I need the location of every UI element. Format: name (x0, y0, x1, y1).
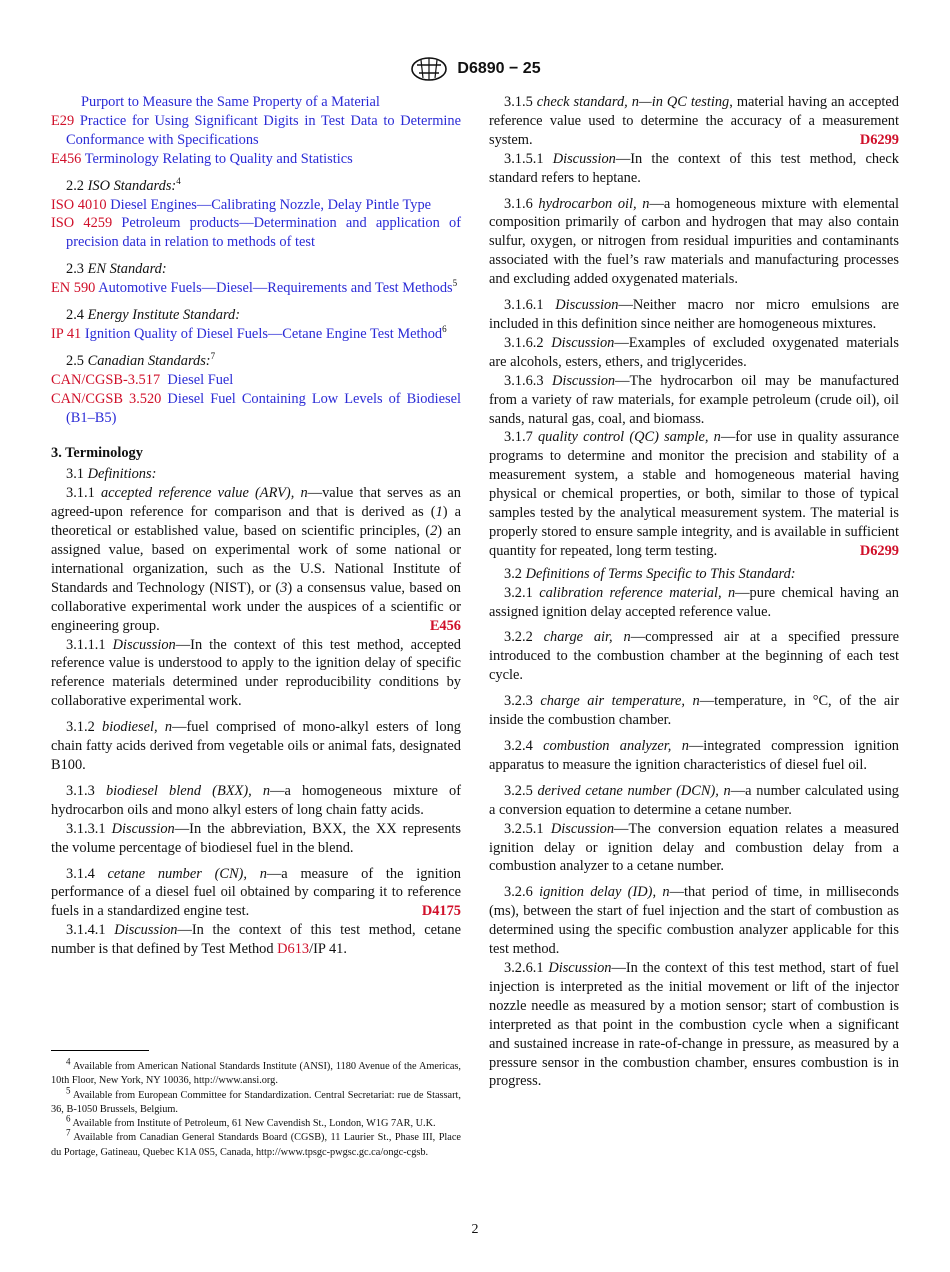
link-d613[interactable]: D613 (277, 941, 310, 958)
discussion-3-1-6-2: 3.1.6.2 Discussion—Examples of excluded oxygenated materials are alcohols, esters, ethers, and triglycerides. (489, 334, 899, 370)
definition-3-2-6: 3.2.6 ignition delay (ID), n—that period of time, in milliseconds (ms), between the start of fuel injection and the start of combustion as determined using the specific combustion analyzer applicable for this test method. (489, 884, 900, 958)
discussion-3-2-5-1: 3.2.5.1 Discussion—The conversion equation relates a measured ignition delay or ignition delay and combustion delay from a combustion analyzer to a cetane number. (489, 820, 899, 875)
right-column (489, 93, 899, 1091)
discussion-3-1-1-1: 3.1.1.1 Discussion—In the context of this test method, accepted reference value is understood to apply to the ignition delay of specific reference materials determined under reproducibility conditions by collaborative experimental work. (51, 636, 461, 710)
definition-3-2-2: 3.2.2 charge air, n—compressed air at a specified pressure introduced to the combustion chamber at the beginning of each test cycle. (489, 629, 899, 684)
footnotes (51, 1056, 461, 1160)
definition-3-2-4: 3.2.4 combustion analyzer, n—integrated compression ignition apparatus to measure the ignition characteristics of diesel fuel oil. (489, 738, 900, 773)
definition-3-1-2: 3.1.2 biodiesel, n—fuel comprised of mono-alkyl esters of long chain fatty acids derived from vegetable oils or animal fats, designated B100. (51, 719, 461, 773)
definition-3-1-4: 3.1.4 cetane number (CN), n—a measure of the ignition performance of a diesel fuel oil obtained by comparing it to reference fuels in a standardized engine test. D4175 (51, 865, 461, 920)
reference-link-d4175[interactable]: D4175 (421, 903, 461, 920)
reference-e456[interactable]: E456 Terminology Relating to Quality and Statistics (51, 150, 353, 167)
reference-link-e456[interactable]: E456 (429, 617, 461, 634)
iso-standards-heading: 2.2 ISO Standards:$^4$ (66, 175, 181, 194)
footnote-6: $^6$ Available from Institute of Petroleum, 61 New Cavendish St., London, W1G 7AR, U.K. (66, 1113, 436, 1130)
reference-cgsb-3-520[interactable]: CAN/CGSB 3.520 Diesel Fuel Containing Low Levels of Biodiesel (B1–B5) (51, 390, 461, 426)
discussion-3-1-5-1: 3.1.5.1 Discussion—In the context of this test method, check standard refers to heptane. (489, 150, 899, 186)
definition-3-2-5: 3.2.5 derived cetane number (DCN), n—a number calculated using a conversion equation to determine a cetane number. (489, 782, 899, 818)
definition-3-2-1: 3.2.1 calibration reference material, n—pure chemical having an assigned ignition delay accepted reference value. (489, 584, 899, 620)
definitions-heading: 3.1 Definitions: (66, 466, 157, 483)
footnote-5: $^5$ Available from European Committee for Standardization. Central Secretariat: rue de Stassart, 36, B-1050 Brussels, Belgium. (51, 1085, 461, 1115)
definition-3-1-3: 3.1.3 biodiesel blend (BXX), n—a homogeneous mixture of hydrocarbon oils and mono alkyl esters of long chain fatty acids. (51, 782, 461, 818)
reference-iso-4010[interactable]: ISO 4010 Diesel Engines—Calibrating Nozzle, Delay Pintle Type (51, 196, 432, 213)
discussion-3-1-3-1: 3.1.3.1 Discussion—In the abbreviation, BXX, the XX represents the volume percentage of biodiesel fuel in the blend. (51, 820, 461, 856)
footnote-4: $^4$ Available from American National Standards Institute (ANSI), 1180 Avenue of the Americas, 10th Floor, New York, NY 10036, http://www.ansi.org. (51, 1056, 461, 1087)
discussion-3-2-6-1: 3.2.6.1 Discussion—In the context of this test method, start of fuel injection is interpreted as the initial movement or lift of the injector nozzle needle as measured by a motion sensor; start of combustion is interpreted as that point in the combustion cycle when a significant and sustained increase in rate-of-change in pressure, as measured by a pressure sensor in the combustion chamber, ensures combustion is in progress. (489, 959, 899, 1090)
reference-continuation: Purport to Measure the Same Property of a Material (81, 94, 380, 110)
definition-3-1-7: 3.1.7 quality control (QC) sample, n—for use in quality assurance programs to determine and monitor the precision and stability of a measurement system, a stable and homogeneous material having physical or chemical properties, or both, similar to those of typical samples tested by the analytical measurement system. The material is properly stored to ensure sample integrity, and is available in sufficient quantity for repeated, long term testing. D6299 (489, 429, 899, 559)
page-header (0, 56, 950, 82)
definition-3-1-6: 3.1.6 hydrocarbon oil, n—a homogeneous mixture with elemental composition primarily of carbon and hydrogen that may also contain sulfur, oxygen, or nitrogen from residual impurities and contaminants associated with the fuel’s raw materials and manufacturing processes and excluding added oxygenated materials. (489, 195, 899, 288)
reference-en-590[interactable]: EN 590 Automotive Fuels—Diesel—Requirements and Test Methods$^5$ (51, 278, 458, 297)
document-number: D6890 − 25 (457, 60, 541, 77)
en-standard-heading: 2.3 EN Standard: (66, 261, 167, 278)
discussion-3-1-6-3: 3.1.6.3 Discussion—The hydrocarbon oil may be manufactured from a variety of raw materials, for example petroleum (crude oil), oil sands, natural gas, coal, and biomass. (489, 372, 899, 427)
footnote-7: $^7$ Available from Canadian General Standards Board (CGSB), 11 Laurier St., Phase III, Place du Portage, Gatineau, Quebec K1A 0S5, Canada, http://www.tpsgc-pwgsc.gc.ca/ongc-cgsb. (51, 1128, 461, 1158)
energy-institute-heading: 2.4 Energy Institute Standard: (66, 307, 241, 324)
footnote-divider (51, 1050, 149, 1051)
section-title-terminology: 3. Terminology (51, 444, 143, 461)
reference-link-d6299-a[interactable]: D6299 (859, 131, 899, 148)
reference-ip-41[interactable]: IP 41 Ignition Quality of Diesel Fuels—Cetane Engine Test Method$^6$ (51, 324, 447, 342)
reference-link-d6299-b[interactable]: D6299 (859, 542, 899, 559)
definitions-specific-heading: 3.2 Definitions of Terms Specific to This Standard: (504, 565, 796, 582)
definition-3-1-5: 3.1.5 check standard, n—in QC testing, material having an accepted reference value used to determine the accuracy of a measurement system. D6299 (489, 94, 899, 148)
discussion-3-1-6-1: 3.1.6.1 Discussion—Neither macro nor micro emulsions are included in this definition since neither are homogeneous mixtures. (489, 297, 899, 332)
reference-cgsb-3-517[interactable]: CAN/CGSB-3.517 Diesel Fuel (51, 371, 234, 388)
reference-iso-4259[interactable]: ISO 4259 Petroleum products—Determination and application of precision data in relation to methods of test (51, 215, 461, 251)
left-column (51, 93, 461, 959)
astm-logo-icon (409, 56, 449, 82)
discussion-3-1-4-1: 3.1.4.1 Discussion—In the context of this test method, cetane number is that defined by Test Method D613/IP 41. (51, 922, 461, 958)
definition-3-1-1: 3.1.1 accepted reference value (ARV), n—value that serves as an agreed-upon reference for comparison and that is derived as (1) a theoretical or established value, based on scientific principles, (2) an assigned value, based on experimental work of some national or international organization, such as the U.S. National Institute of Standards and Technology (NIST), or (3) a consensus value, based on collaborative experimental work under the auspices of a scientific or engineering group. E456 (51, 485, 462, 634)
page-number: 2 (471, 1222, 479, 1237)
reference-e29[interactable]: E29 Practice for Using Significant Digits in Test Data to Determine Conformance with Specifications (51, 112, 461, 148)
canadian-standards-heading: 2.5 Canadian Standards:$^7$ (66, 351, 216, 369)
definition-3-2-3: 3.2.3 charge air temperature, n—temperature, in °C, of the air inside the combustion chamber. (489, 693, 900, 729)
